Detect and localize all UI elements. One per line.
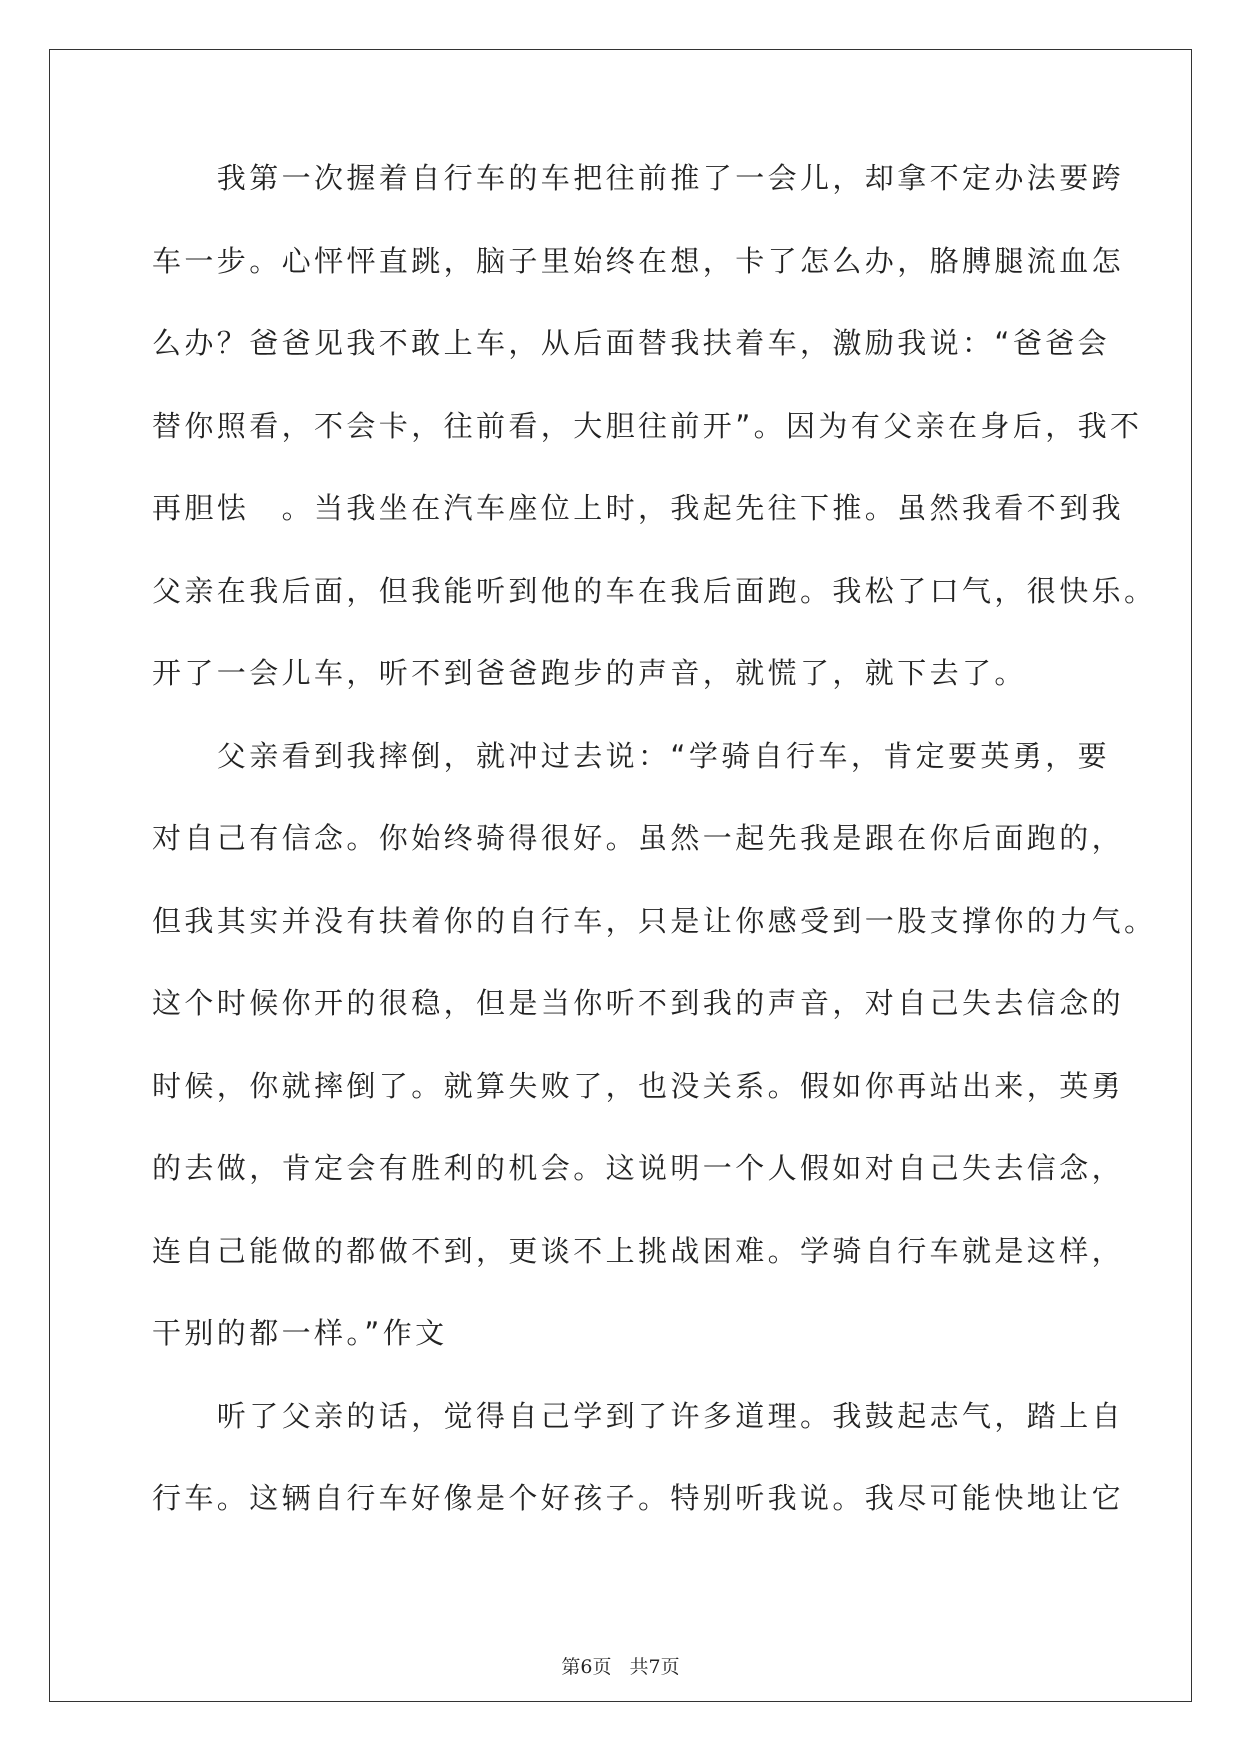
text-line: 开了一会儿车，听不到爸爸跑步的声音，就慌了，就下去了。	[152, 656, 1027, 690]
text-line: 但我其实并没有扶着你的自行车，只是让你感受到一股支撑你的力气。	[152, 903, 1157, 938]
text-line: 车一步。心怦怦直跳，脑子里始终在想，卡了怎么办，胳膊腿流血怎	[152, 243, 1125, 278]
text-line: 行车。这辆自行车好像是个好孩子。特别听我说。我尽可能快地让它	[152, 1481, 1125, 1515]
page-footer	[0, 1652, 1241, 1679]
text-line: 我第一次握着自行车的车把往前推了一会儿，却拿不定办法要跨	[152, 161, 1125, 195]
text-line: 再胆怯 。当我坐在汽车座位上时，我起先往下推。虽然我看不到我	[152, 491, 1125, 525]
text-line: 这个时候你开的很稳，但是当你听不到我的声音，对自己失去信念的	[152, 986, 1125, 1020]
text-line: 连自己能做的都做不到，更谈不上挑战困难。学骑自行车就是这样，	[152, 1233, 1125, 1268]
text-line: 的去做，肯定会有胜利的机会。这说明一个人假如对自己失去信念，	[152, 1151, 1125, 1185]
text-line: 父亲看到我摔倒，就冲过去说：“学骑自行车，肯定要英勇，要	[152, 738, 1111, 773]
text-line: 父亲在我后面，但我能听到他的车在我后面跑。我松了口气，很快乐。	[152, 573, 1157, 608]
text-line: 对自己有信念。你始终骑得很好。虽然一起先我是跟在你后面跑的，	[152, 821, 1125, 855]
text-line: 听了父亲的话，觉得自己学到了许多道理。我鼓起志气，踏上自	[152, 1398, 1125, 1433]
text-line: 替你照看，不会卡，往前看，大胆往前开”。因为有父亲在身后，我不	[152, 408, 1143, 443]
text-line: 么办？爸爸见我不敢上车，从后面替我扶着车，激励我说：“爸爸会	[152, 326, 1111, 360]
page-number: 第6页	[561, 1656, 612, 1678]
document-body	[152, 158, 1157, 1561]
text-line: 干别的都一样。”作文	[152, 1316, 448, 1350]
page-total: 共7页	[629, 1656, 680, 1678]
text-line: 时候，你就摔倒了。就算失败了，也没关系。假如你再站出来，英勇	[152, 1068, 1125, 1103]
